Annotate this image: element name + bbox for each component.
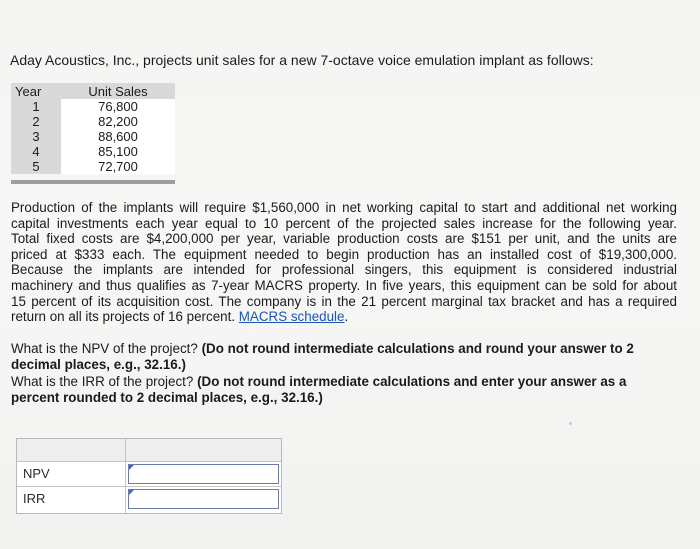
year-header: Year [11, 83, 61, 99]
table-row [11, 159, 175, 174]
year-cell: 2 [11, 114, 61, 129]
description-line-text: return on all its projects of 16 percent. [11, 309, 236, 325]
screen-speck [569, 422, 572, 425]
description-line: Total fixed costs are $4,200,000 per year, variable production costs are $151 per unit, and the units are [11, 231, 677, 247]
unit-sales-cell: 88,600 [61, 129, 175, 144]
npv-question-text: What is the NPV of the project? [11, 341, 198, 356]
answer-table-header [17, 439, 281, 462]
unit-sales-cell: 76,800 [61, 99, 175, 114]
link-suffix: . [344, 309, 349, 325]
year-cell: 3 [11, 129, 61, 144]
description-line: Because the implants are intended for professional singers, this equipment is considered industrial [11, 262, 677, 278]
irr-question-text: What is the IRR of the project? [11, 374, 194, 389]
table-row [11, 129, 175, 144]
unit-sales-cell: 72,700 [61, 159, 175, 174]
description-line: priced at $333 each. The equipment needed to begin production has an installed cost of $19,300,000. [11, 246, 677, 262]
unit-sales-table [11, 83, 175, 174]
macrs-schedule-link[interactable]: MACRS schedule [238, 309, 345, 325]
description-line: 15 percent of its acquisition cost. The company is in the 21 percent marginal tax bracket and has a required [11, 293, 677, 309]
description-line: machinery and thus qualifies as 7-year MACRS property. In five years, this equipment can be sold for about [11, 277, 677, 293]
irr-label: IRR [23, 491, 46, 506]
npv-input[interactable] [128, 464, 279, 484]
unit-sales-cell: 82,200 [61, 114, 175, 129]
year-cell: 4 [11, 144, 61, 159]
irr-question [11, 374, 681, 405]
year-cell: 1 [11, 99, 61, 114]
npv-instruction-continued: decimal places, e.g., 32.16.) [11, 356, 186, 372]
irr-input[interactable] [128, 489, 279, 509]
table-row [11, 114, 175, 129]
npv-label: NPV [23, 466, 50, 481]
answer-table [16, 438, 282, 514]
problem-description [11, 200, 677, 325]
description-line: capital investments each year equal to 10 percent of the projected sales increase for the following year. [11, 215, 677, 231]
table-bottom-rule [11, 180, 175, 184]
npv-instruction: (Do not round intermediate calculations and round your answer to 2 [201, 341, 634, 356]
year-cell: 5 [11, 159, 61, 174]
description-last-line [11, 309, 677, 325]
table-row [11, 99, 175, 114]
irr-instruction-continued: percent rounded to 2 decimal places, e.g., 32.16.) [11, 389, 323, 405]
npv-input-marker-icon [129, 465, 134, 470]
problem-intro: Aday Acoustics, Inc., projects unit sales for a new 7-octave voice emulation implant as follows: [10, 52, 594, 68]
table-header-row [11, 83, 175, 99]
description-line: Production of the implants will require $1,560,000 in net working capital to start and additional net working [11, 200, 677, 215]
npv-question [11, 341, 681, 372]
irr-input-marker-icon [129, 490, 134, 495]
irr-instruction: (Do not round intermediate calculations and enter your answer as a [197, 374, 627, 389]
npv-question-line [11, 341, 681, 357]
unit-sales-header: Unit Sales [61, 83, 175, 99]
irr-question-line [11, 374, 681, 390]
table-row [11, 144, 175, 159]
unit-sales-cell: 85,100 [61, 144, 175, 159]
